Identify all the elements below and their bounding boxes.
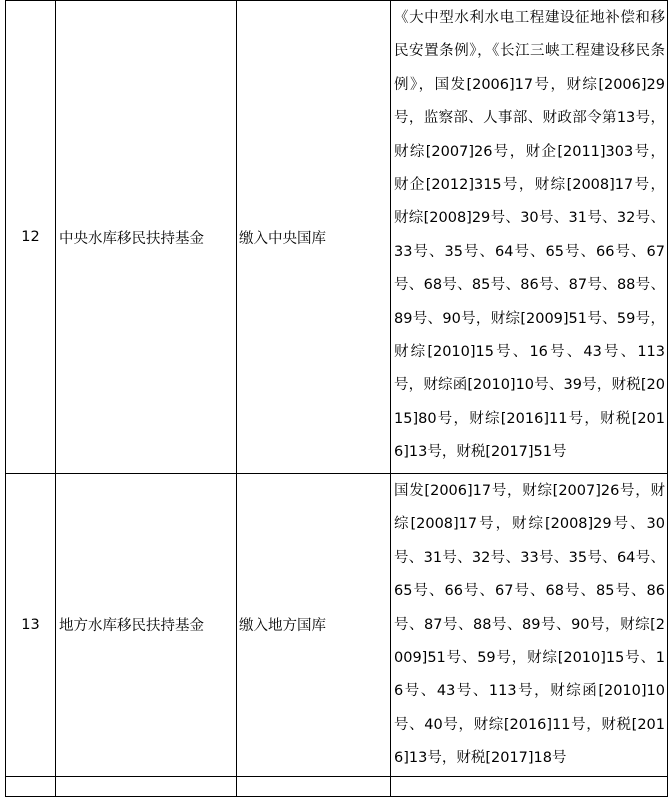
table-row [6,474,668,777]
empty-cell [56,776,237,796]
fund-name: 地方水库移民扶持基金 [56,474,237,777]
empty-cell [6,776,56,796]
policy-basis: 《大中型水利水电工程建设征地补偿和移民安置条例》，《长江三峡工程建设移民条例》，国发[2006]17号，财综[2006]29号，监察部、人事部、财政部令第13号，财综[2007]26号，财企[2011]303号，财企[2012]315号，财综[2008]17号，财综[2008]29号、30号、31号、32号、33号、35号、64号、65号、66号、67号、68号、85号、86号、87号、88号、89号、90号，财综[2009]51号、59号，财综[2010]15号、16号、43号、113号，财综函[2010]10号、39号，财税[2015]80号，财综[2016]11号，财税[2016]13号，财税[2017]51号 [391,1,668,474]
fund-name: 中央水库移民扶持基金 [56,1,237,474]
fund-destination: 缴入中央国库 [237,1,391,474]
row-number: 12 [6,1,56,474]
fund-destination: 缴入地方国库 [237,474,391,777]
table-row [6,1,668,474]
empty-cell [237,776,391,796]
table-row-partial [6,776,668,796]
fund-table [5,0,668,797]
row-number: 13 [6,474,56,777]
policy-basis: 国发[2006]17号，财综[2007]26号，财综[2008]17号，财综[2008]29号、30号、31号、32号、33号、35号、64号、65号、66号、67号、68号、85号、86号、87号、88号、89号、90号，财综[2009]51号、59号，财综[2010]15号、16号、43号、113号，财综函[2010]10号、40号，财综[2016]11号，财税[2016]13号，财税[2017]18号 [391,474,668,777]
empty-cell [391,776,668,796]
